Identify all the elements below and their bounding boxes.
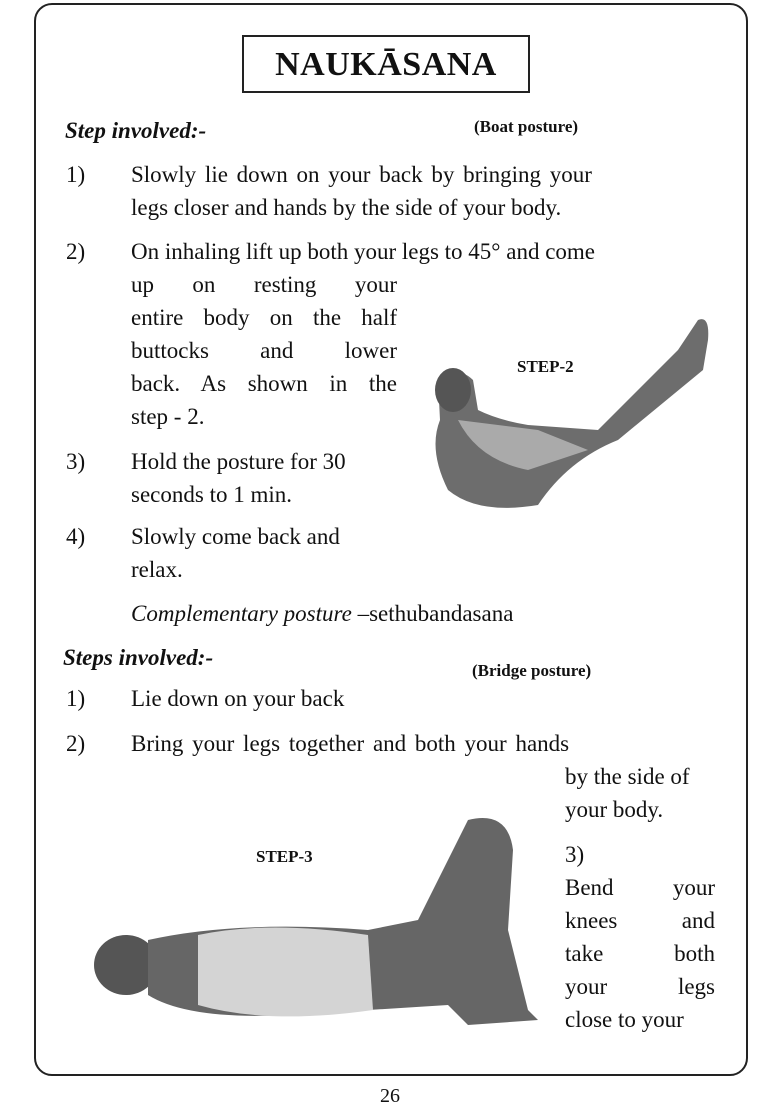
step-text: seconds to 1 min. xyxy=(131,482,292,507)
step-number: 4) xyxy=(66,524,86,549)
step-text: legs closer and hands by the side of your body. xyxy=(131,195,562,220)
step-text: your body. xyxy=(565,797,664,822)
step-text: Hold the posture for 30 xyxy=(131,449,346,474)
step-text: buttocks and lower xyxy=(131,338,397,363)
step-text: On inhaling lift up both your legs to 45° and come xyxy=(131,239,596,264)
step-text: entire body on the half xyxy=(131,305,397,330)
figure-label: STEP-3 xyxy=(256,847,313,866)
step-text: Slowly come back and xyxy=(131,524,340,549)
figure-label: STEP-2 xyxy=(517,357,574,376)
step-text: step - 2. xyxy=(131,404,205,429)
complementary-posture xyxy=(131,597,513,630)
complementary-value: –sethubandasana xyxy=(357,601,514,626)
step-text: Bend your xyxy=(565,875,715,900)
section-subtitle: (Boat posture) xyxy=(474,117,579,136)
step-text: back. As shown in the xyxy=(131,371,397,396)
step-text: by the side of xyxy=(565,764,690,789)
step-number: 1) xyxy=(66,162,86,187)
step-number: 1) xyxy=(66,686,86,711)
step-text: relax. xyxy=(131,557,183,582)
step-text: close to your xyxy=(565,1007,684,1032)
step-text: take both xyxy=(565,941,715,966)
step-number: 3) xyxy=(565,842,585,867)
bridge-posture-illustration xyxy=(88,810,548,1040)
step-text: Bring your legs together and both your hands xyxy=(131,731,570,756)
step-text: your legs xyxy=(565,974,715,999)
step-number: 2) xyxy=(66,731,86,756)
section-heading: Steps involved:- xyxy=(63,645,214,670)
page-title: NAUKĀSANA xyxy=(242,35,530,93)
step-text: knees and xyxy=(565,908,715,933)
complementary-label: Complementary posture xyxy=(131,601,352,626)
page-number: 26 xyxy=(380,1085,400,1107)
step-number: 2) xyxy=(66,239,86,264)
section-subtitle: (Bridge posture) xyxy=(472,661,592,680)
step-number: 3) xyxy=(66,449,86,474)
boat-posture-illustration xyxy=(418,310,718,520)
section-heading: Step involved:- xyxy=(65,118,207,143)
step-text: up on resting your xyxy=(131,272,397,297)
step-text: Lie down on your back xyxy=(131,686,345,711)
step-text: Slowly lie down on your back by bringing your xyxy=(131,162,592,187)
